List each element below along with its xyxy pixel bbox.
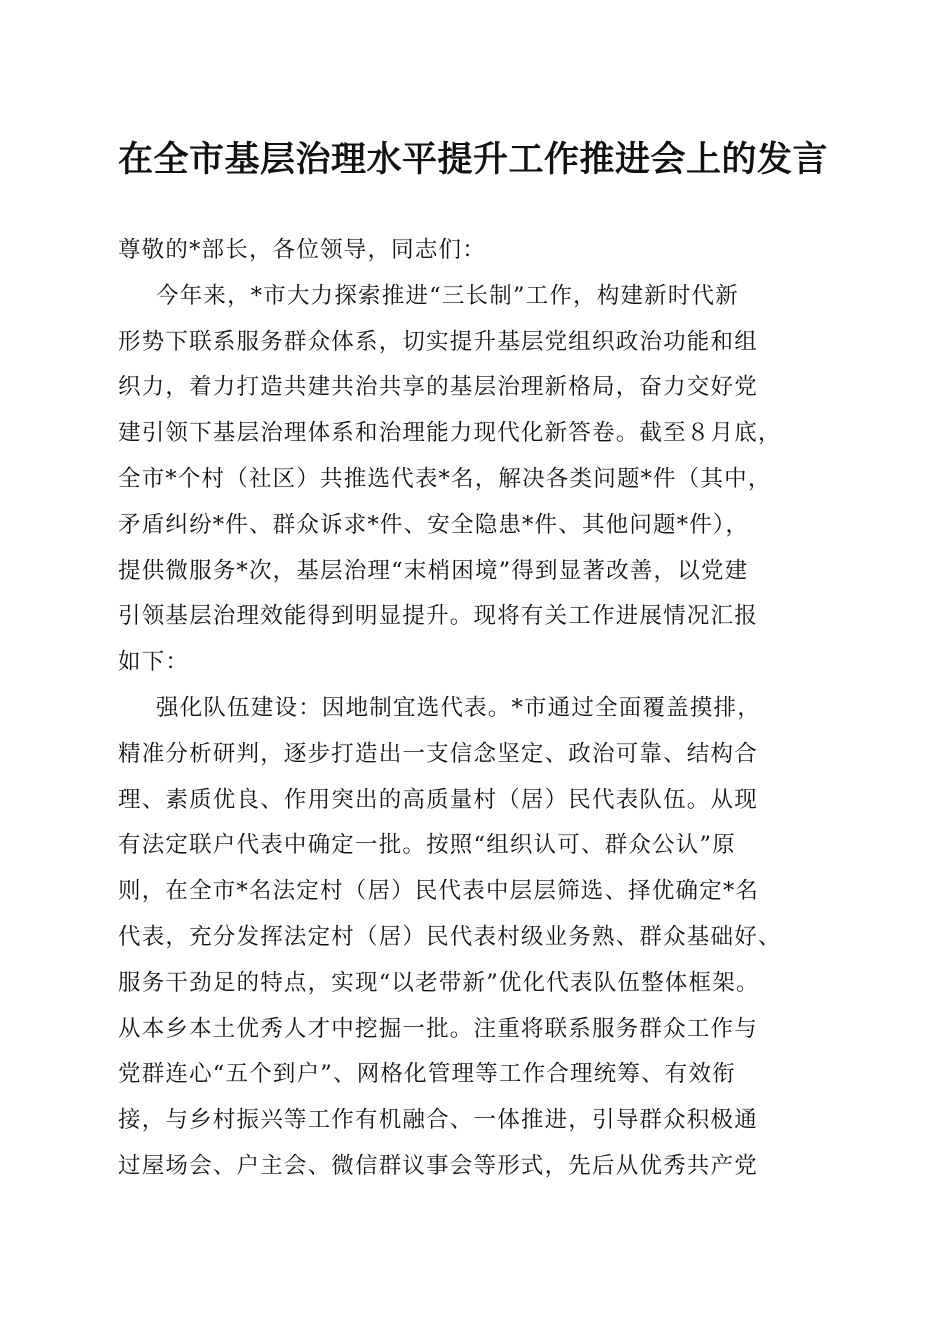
paragraph-1 (118, 274, 843, 686)
document-body (118, 228, 843, 1190)
text-line: 提供微服务*次，基层治理“末梢困境”得到显著改善，以党建 (118, 557, 749, 584)
text-line: 矛盾纠纷*件、群众诉求*件、安全隐患*件、其他问题*件）， (118, 511, 750, 538)
text-line: 理、素质优良、作用突出的高质量村（居）民代表队伍。从现 (118, 786, 758, 813)
salutation: 尊敬的*部长，各位领导，同志们： (118, 237, 486, 263)
text-line: 如下： (118, 649, 190, 676)
text-line: 则，在全市*名法定村（居）民代表中层层筛选、择优确定*名 (118, 878, 760, 905)
text-line: 精准分析研判，逐步打造出一支信念坚定、政治可靠、结构合 (118, 740, 758, 767)
text-line: 从本乡本土优秀人才中挖掘一批。注重将联系服务群众工作与 (118, 1015, 758, 1042)
page-title: 在全市基层治理水平提升工作推进会上的发言 (118, 139, 829, 180)
text-line: 有法定联户代表中确定一批。按照“组织认可、群众公认”原 (118, 832, 736, 859)
text-line: 形势下联系服务群众体系，切实提升基层党组织政治功能和组 (118, 328, 758, 355)
text-line: 建引领下基层治理体系和治理能力现代化新答卷。截至８月底， (118, 420, 782, 447)
text-line: 强化队伍建设：因地制宜选代表。*市通过全面覆盖摸排， (156, 694, 761, 721)
paragraph-2 (118, 686, 843, 1190)
text-line: 党群连心“五个到户”、网格化管理等工作合理统筹、有效衔 (118, 1061, 736, 1088)
text-line: 全市*个村（社区）共推选代表*名，解决各类问题*件（其中， (118, 465, 772, 492)
text-line: 接，与乡村振兴等工作有机融合、一体推进，引导群众积极通 (118, 1107, 758, 1134)
text-line: 引领基层治理效能得到明显提升。现将有关工作进展情况汇报 (118, 603, 758, 630)
text-line: 织力，着力打造共建共治共享的基层治理新格局，奋力交好党 (118, 374, 758, 401)
text-line: 今年来，*市大力探索推进“三长制”工作，构建新时代新 (156, 282, 739, 309)
text-line: 过屋场会、户主会、微信群议事会等形式，先后从优秀共产党 (118, 1152, 758, 1179)
text-line: 服务干劲足的特点，实现“以老带新”优化代表队伍整体框架。 (118, 969, 760, 996)
text-line: 代表，充分发挥法定村（居）民代表村级业务熟、群众基础好、 (118, 923, 782, 950)
